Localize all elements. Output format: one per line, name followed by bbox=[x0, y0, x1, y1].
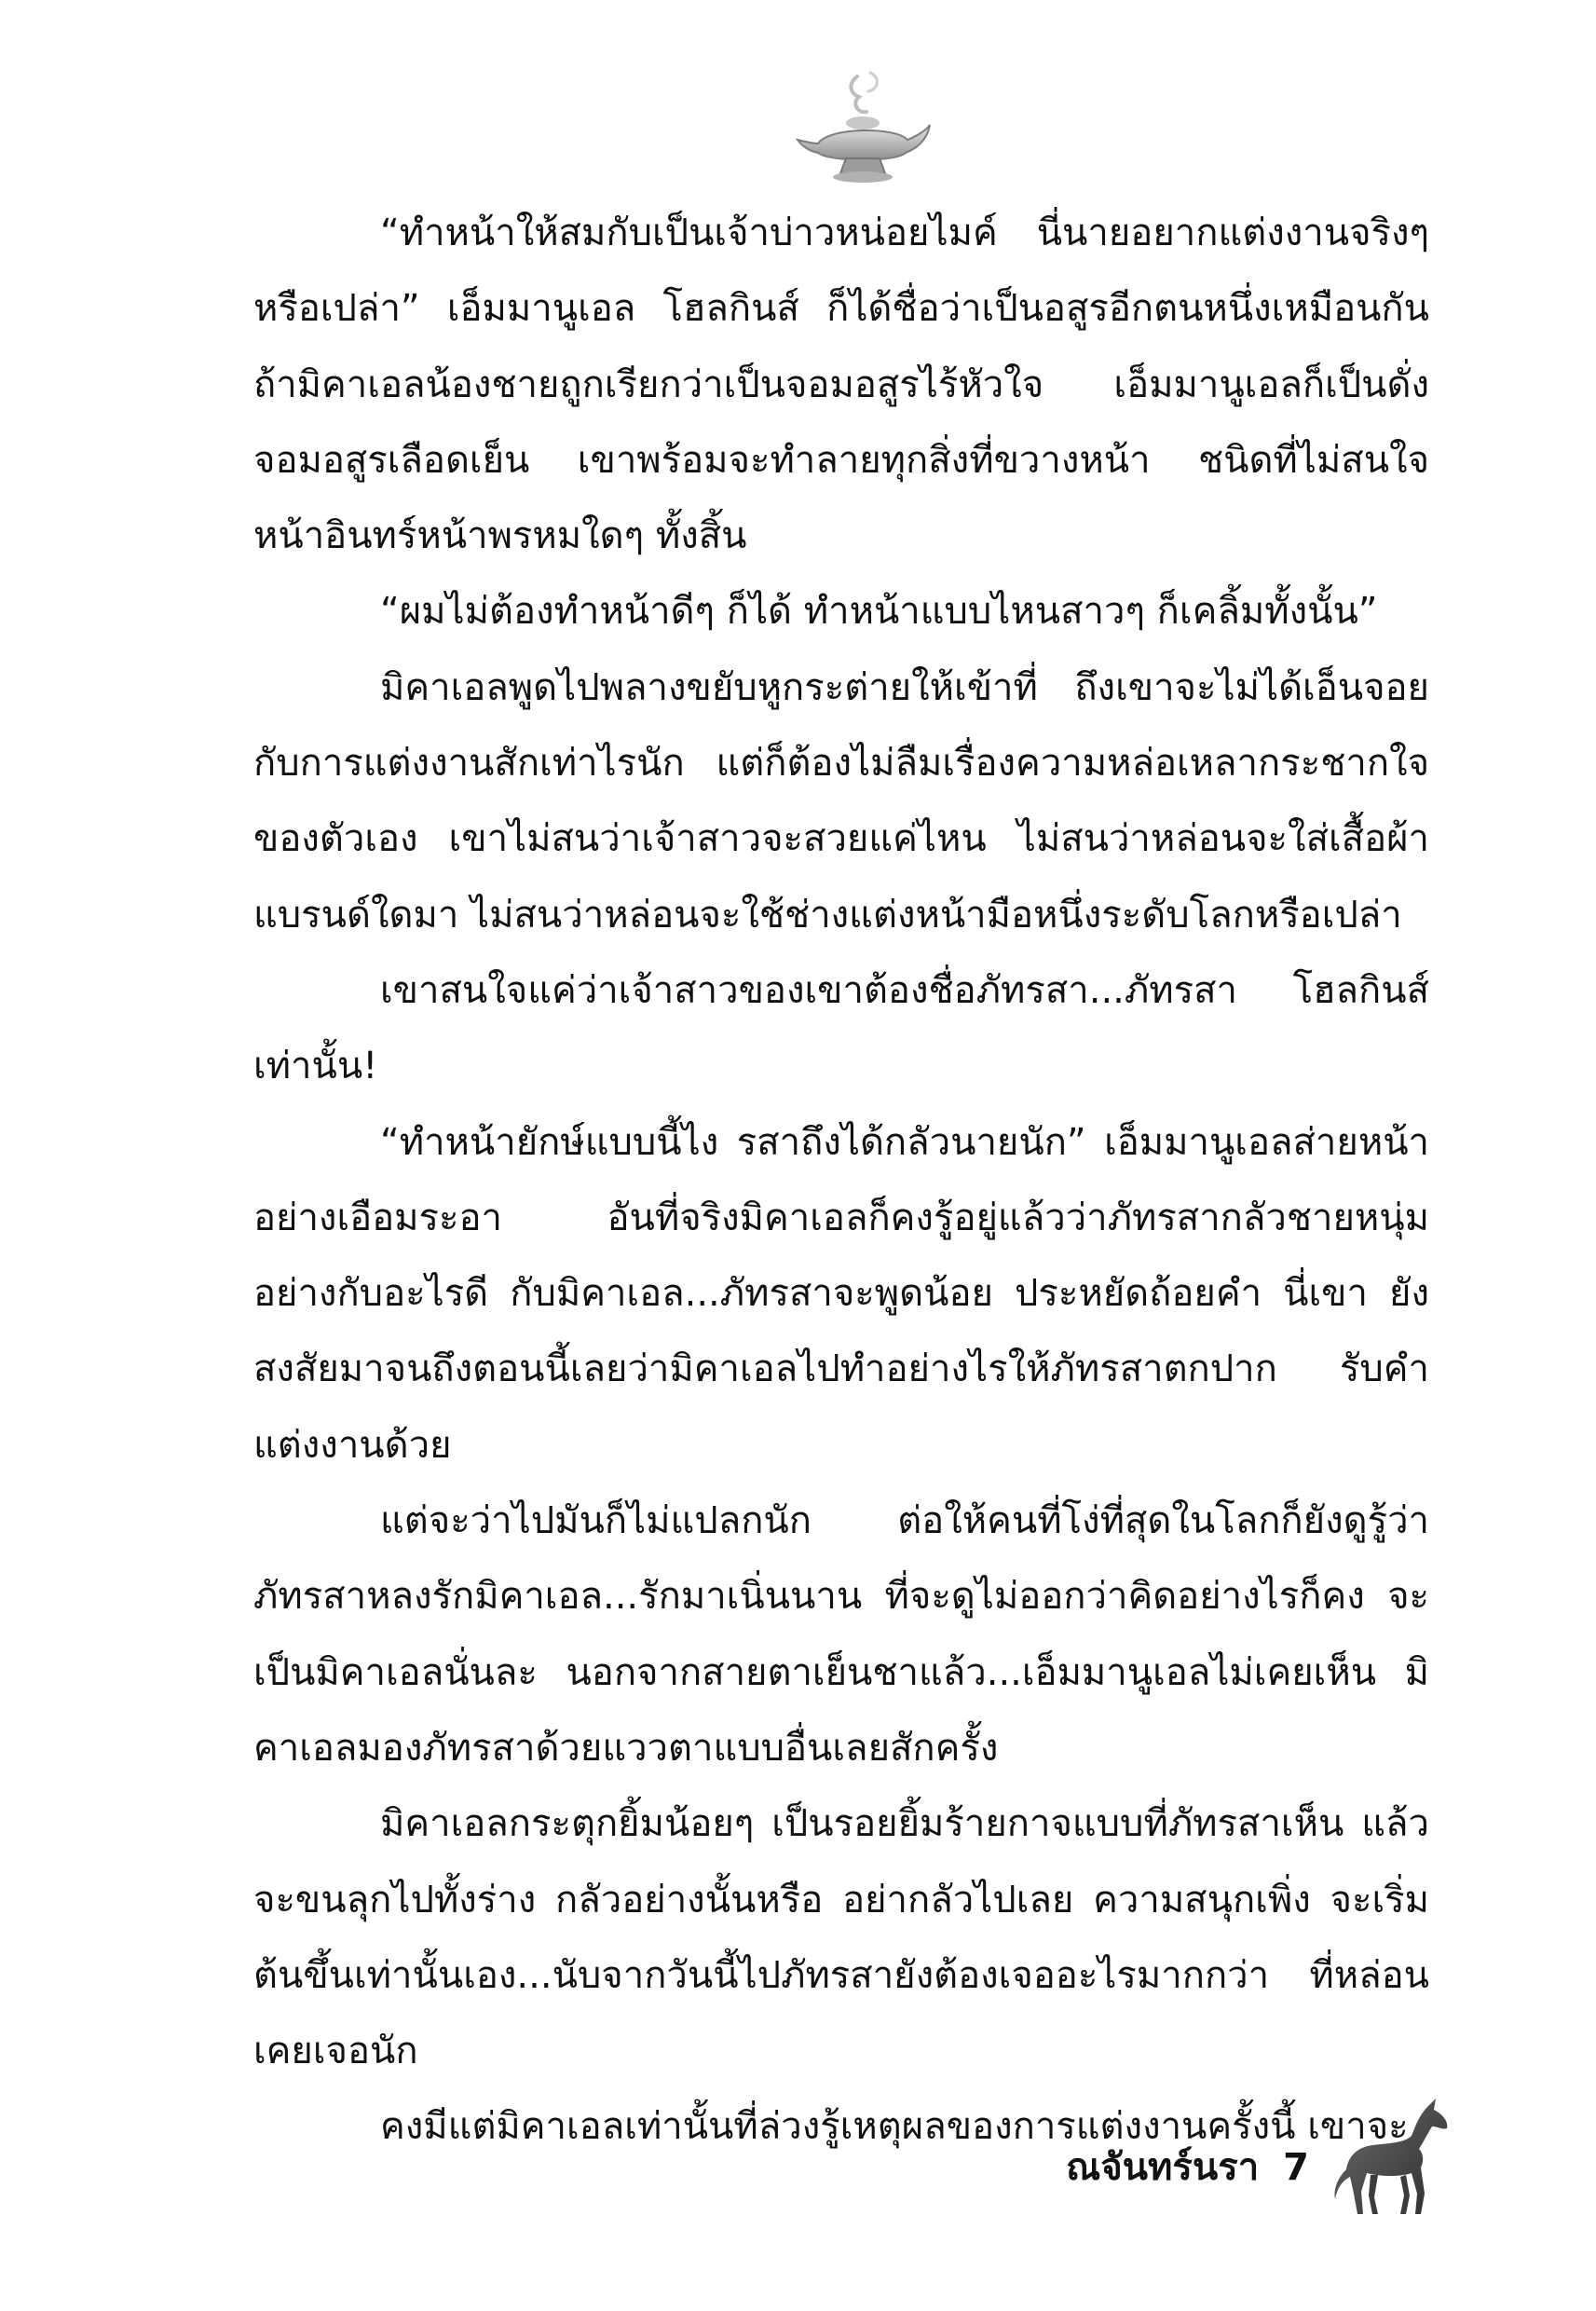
paragraph: มิคาเอลกระตุกยิ้มน้อยๆ เป็นรอยยิ้มร้ายกาจแบบที่ภัทรสาเห็น แล้วจะขนลุกไปทั้งร่าง กลัวอย่างนั้นหรือ อย่ากลัวไปเลย ความสนุกเพิ่ง จะเริ่มต้นขึ้นเท่านั้นเอง...นับจากวันนี้ไปภัทรสายังต้องเจออะไรมากกว่า ที่หล่อนเคยเจอนัก bbox=[253, 1802, 1429, 2073]
magic-lamp-icon bbox=[792, 65, 932, 186]
page-footer bbox=[1066, 2095, 1456, 2225]
page-number: 7 bbox=[1283, 2146, 1309, 2189]
paragraph: “ผมไม่ต้องทำหน้าดีๆ ก็ได้ ทำหน้าแบบไหนสาวๆ ก็เคลิ้มทั้งนั้น” bbox=[380, 590, 1378, 634]
paragraph: แต่จะว่าไปมันก็ไม่แปลกนัก ต่อให้คนที่โง่ที่สุดในโลกก็ยังดูรู้ว่า ภัทรสาหลงรักมิคาเอล...รักมาเนิ่นนาน ที่จะดูไม่ออกว่าคิดอย่างไรก็คง จะเป็นมิคาเอลนั่นละ นอกจากสายตาเย็นชาแล้ว...เอ็มมานูเอลไม่เคยเห็น มิคาเอลมองภัทรสาด้วยแววตาแบบอื่นเลยสักครั้ง bbox=[253, 1499, 1429, 1770]
paragraph: “ทำหน้าให้สมกับเป็นเจ้าบ่าวหน่อยไมค์ นี่นายอยากแต่งงานจริงๆ หรือเปล่า” เอ็มมานูเอล โฮลกินส์ ก็ได้ชื่อว่าเป็นอสูรอีกตนหนึ่งเหมือนกัน ถ้ามิคาเอลน้องชายถูกเรียกว่าเป็นจอมอสูรไร้หัวใจ เอ็มมานูเอลก็เป็นดั่ง จอมอสูรเลือดเย็น เขาพร้อมจะทำลายทุกสิ่งที่ขวางหน้า ชนิดที่ไม่สนใจ หน้าอินทร์หน้าพรหมใดๆ ทั้งสิ้น bbox=[253, 212, 1429, 558]
paragraph: มิคาเอลพูดไปพลางขยับหูกระต่ายให้เข้าที่ ถึงเขาจะไม่ได้เอ็นจอย กับการแต่งงานสักเท่าไรนัก แต่ก็ต้องไม่ลืมเรื่องความหล่อเหลากระชากใจ ของตัวเอง เขาไม่สนว่าเจ้าสาวจะสวยแค่ไหน ไม่สนว่าหล่อนจะใส่เสื้อผ้า แบรนด์ใดมา ไม่สนว่าหล่อนจะใช้ช่างแต่งหน้ามือหนึ่งระดับโลกหรือเปล่า bbox=[253, 665, 1429, 937]
book-title: ณจันทร์นรา bbox=[1066, 2146, 1260, 2189]
paragraph: “ทำหน้ายักษ์แบบนี้ไง รสาถึงได้กลัวนายนัก” เอ็มมานูเอลส่ายหน้า อย่างเอือมระอา อันที่จริงมิคาเอลก็คงรู้อยู่แล้วว่าภัทรสากลัวชายหนุ่ม อย่างกับอะไรดี กับมิคาเอล...ภัทรสาจะพูดน้อย ประหยัดถ้อยคำ นี่เขา ยังสงสัยมาจนถึงตอนนี้เลยว่ามิคาเอลไปทำอย่างไรให้ภัทรสาตกปาก รับคำแต่งงานด้วย bbox=[253, 1120, 1429, 1467]
body-text bbox=[253, 196, 1429, 2166]
paragraph: คงมีแต่มิคาเอลเท่านั้นที่ล่วงรู้เหตุผลของการแต่งงานครั้งนี้ เขาจะ bbox=[380, 2105, 1409, 2149]
horse-icon bbox=[1326, 2095, 1456, 2225]
paragraph: เขาสนใจแค่ว่าเจ้าสาวของเขาต้องชื่อภัทรสา...ภัทรสา โฮลกินส์ เท่านั้น! bbox=[253, 968, 1429, 1088]
